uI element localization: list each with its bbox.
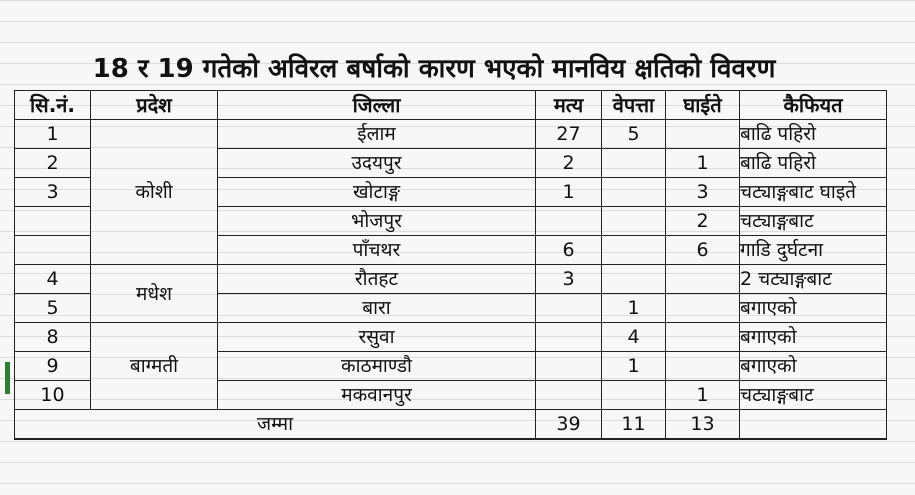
page-title: 18 र 19 गतेको अविरल बर्षाको कारण भएको मानविय क्षतिको विवरण [92,54,776,84]
cell-district[interactable]: भोजपुर [218,207,536,236]
cell-missing[interactable] [602,381,666,410]
cell-dead[interactable]: 2 [536,149,602,178]
cell-district[interactable]: खोटाङ्ग [218,178,536,207]
cell-total-injured[interactable]: 13 [666,410,740,440]
header-sn[interactable]: सि.नं. [15,91,91,120]
cell-district[interactable]: काठमाण्डौ [218,352,536,381]
cell-sn[interactable]: 4 [15,265,91,294]
cell-district[interactable]: ईलाम [218,120,536,149]
cell-sn[interactable]: 8 [15,323,91,352]
cell-total-dead[interactable]: 39 [536,410,602,440]
cell-injured[interactable]: 3 [666,178,740,207]
cell-injured[interactable]: 1 [666,381,740,410]
cell-sn[interactable]: 3 [15,178,91,207]
cell-sn[interactable]: 9 [15,352,91,381]
row-selection-marker [5,362,10,394]
cell-dead[interactable]: 3 [536,265,602,294]
header-district[interactable]: जिल्ला [218,91,536,120]
header-missing[interactable]: वेपत्ता [602,91,666,120]
cell-missing[interactable] [602,265,666,294]
cell-sn[interactable]: 1 [15,120,91,149]
cell-missing[interactable]: 4 [602,323,666,352]
cell-injured[interactable] [666,294,740,323]
cell-remarks[interactable]: चट्याङ्गबाट घाइते [740,178,887,207]
cell-remarks[interactable]: गाडि दुर्घटना [740,236,887,265]
cell-missing[interactable] [602,149,666,178]
cell-sn[interactable] [15,207,91,236]
cell-injured[interactable] [666,120,740,149]
cell-district[interactable]: उदयपुर [218,149,536,178]
cell-district[interactable]: पाँचथर [218,236,536,265]
cell-missing[interactable] [602,178,666,207]
cell-dead[interactable] [536,352,602,381]
cell-sn[interactable]: 2 [15,149,91,178]
cell-remarks[interactable]: बाढि पहिरो [740,149,887,178]
cell-dead[interactable] [536,323,602,352]
cell-province-koshi[interactable]: कोशी [91,120,218,265]
header-province[interactable]: प्रदेश [91,91,218,120]
cell-missing[interactable] [602,236,666,265]
header-injured[interactable]: घाईते [666,91,740,120]
header-row [15,91,887,120]
cell-total-remarks[interactable] [740,410,887,440]
cell-total-missing[interactable]: 11 [602,410,666,440]
cell-remarks[interactable]: चट्याङ्गबाट [740,381,887,410]
table-row [15,120,887,149]
cell-missing[interactable]: 1 [602,352,666,381]
cell-remarks[interactable]: बगाएको [740,323,887,352]
cell-injured[interactable] [666,265,740,294]
cell-district[interactable]: रौतहट [218,265,536,294]
header-remarks[interactable]: कैफियत [740,91,887,120]
cell-province-bagmati[interactable]: बाग्मती [91,323,218,410]
cell-district[interactable]: बारा [218,294,536,323]
cell-total-label[interactable]: जम्मा [15,410,536,440]
cell-injured[interactable] [666,323,740,352]
cell-injured[interactable]: 2 [666,207,740,236]
cell-sn[interactable] [15,236,91,265]
cell-remarks[interactable]: बगाएको [740,294,887,323]
cell-dead[interactable] [536,294,602,323]
cell-sn[interactable]: 10 [15,381,91,410]
cell-dead[interactable]: 27 [536,120,602,149]
table-row [15,265,887,294]
cell-remarks[interactable]: बाढि पहिरो [740,120,887,149]
casualty-table [14,90,887,440]
cell-dead[interactable]: 1 [536,178,602,207]
cell-dead[interactable]: 6 [536,236,602,265]
cell-district[interactable]: रसुवा [218,323,536,352]
header-dead[interactable]: मत्य [536,91,602,120]
cell-sn[interactable]: 5 [15,294,91,323]
cell-injured[interactable]: 6 [666,236,740,265]
cell-province-madhesh[interactable]: मधेश [91,265,218,323]
cell-missing[interactable]: 5 [602,120,666,149]
cell-dead[interactable] [536,207,602,236]
cell-injured[interactable] [666,352,740,381]
cell-injured[interactable]: 1 [666,149,740,178]
total-row [15,410,887,440]
cell-missing[interactable]: 1 [602,294,666,323]
cell-dead[interactable] [536,381,602,410]
cell-remarks[interactable]: 2 चट्याङ्गबाट [740,265,887,294]
cell-missing[interactable] [602,207,666,236]
cell-remarks[interactable]: बगाएको [740,352,887,381]
cell-district[interactable]: मकवानपुर [218,381,536,410]
table-row [15,323,887,352]
cell-remarks[interactable]: चट्याङ्गबाट [740,207,887,236]
